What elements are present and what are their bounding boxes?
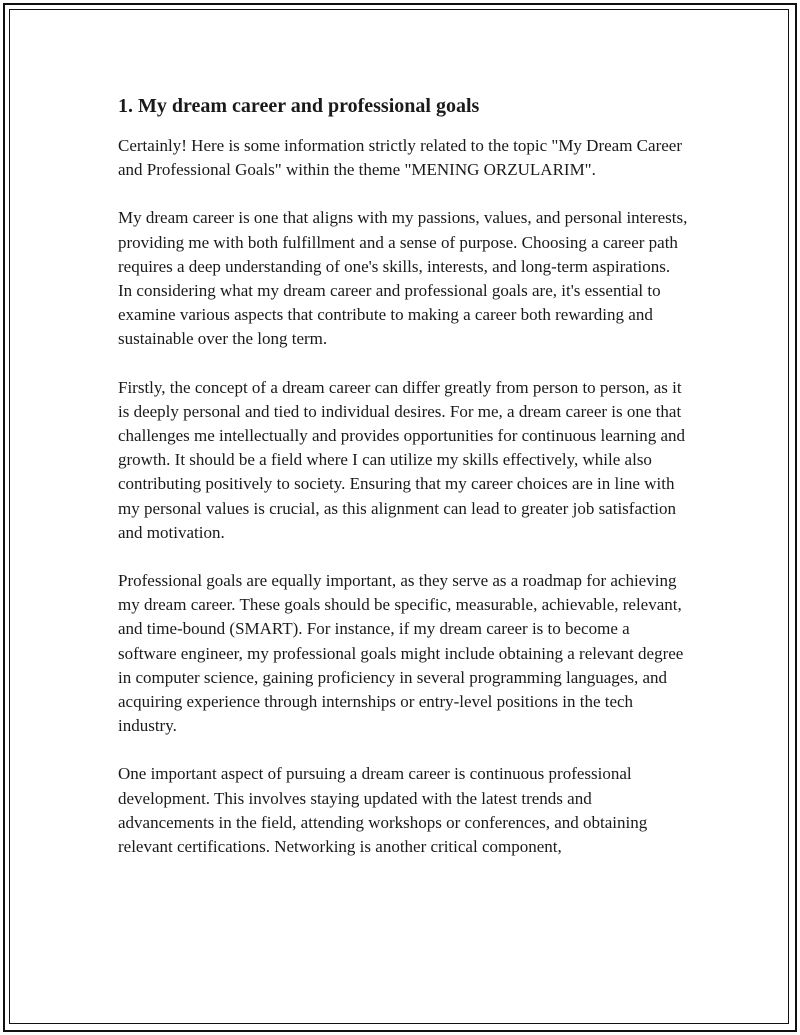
paragraph-professional-goals: Professional goals are equally important, as they serve as a roadmap for achieving my dream career. These goals should be specific, measurable, achievable, relevant, and time-bound (SMART). For instance, if my dream career is to become a software engineer, my professional goals might include obtaining a relevant degree in computer science, gaining proficiency in several programming languages, and acquiring experience through internships or entry-level positions in the tech industry. xyxy=(118,571,684,736)
paragraph-development: One important aspect of pursuing a dream career is continuous professional development. This involves staying updated with the latest trends and advancements in the field, attending workshops or conferences, and obtaining relevant certifications. Networking is another critical component, xyxy=(118,764,648,857)
paragraph-dream-career: My dream career is one that aligns with my passions, values, and personal interests, providing me with both fulfillment and a sense of purpose. Choosing a career path requires a deep understanding of one's skills, interests, and long-term aspirations. In considering what my dream career and professional goals are, it's essential to examine various aspects that contribute to making a career both rewarding and sustainable over the long term. xyxy=(118,208,688,349)
section-title: 1. My dream career and professional goals xyxy=(118,95,480,117)
paragraph-firstly: Firstly, the concept of a dream career can differ greatly from person to person, as it is deeply personal and tied to individual desires. For me, a dream career is one that challenges me intellectually and provides opportunities for continuous learning and growth. It should be a field where I can utilize my skills effectively, while also contributing positively to society. Ensuring that my career choices are in line with my personal values is crucial, as this alignment can lead to greater job satisfaction and motivation. xyxy=(118,377,685,542)
paragraph-intro: Certainly! Here is some information strictly related to the topic "My Dream Career and Professional Goals" within the theme "MENING ORZULARIM". xyxy=(118,136,682,180)
document-body xyxy=(118,92,688,883)
